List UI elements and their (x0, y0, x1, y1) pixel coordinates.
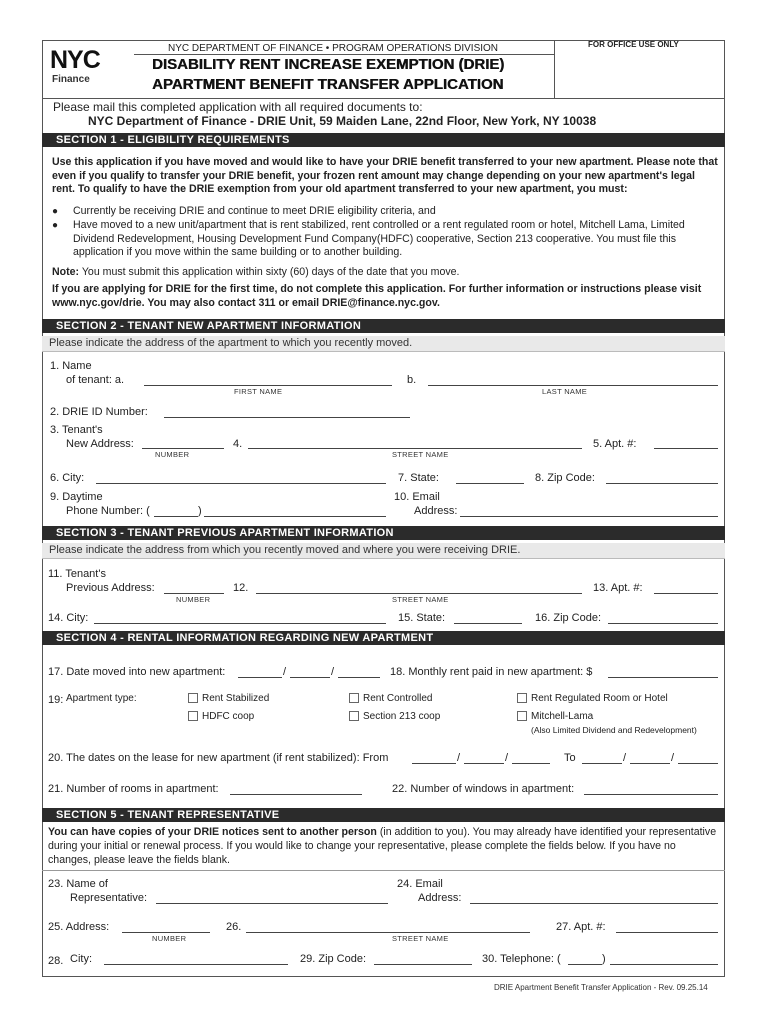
q24-sublabel: Address: (418, 892, 462, 904)
lease-from-month-field[interactable] (412, 763, 456, 764)
note-label: Note: (52, 266, 80, 278)
street-name-caption: STREET NAME (392, 934, 449, 943)
new-apt-field[interactable] (654, 448, 718, 449)
rooms-field[interactable] (230, 794, 362, 795)
rep-phone-field[interactable] (610, 964, 718, 965)
hdfc-coop-checkbox[interactable] (188, 711, 198, 721)
q1-sublabel: of tenant: a. (66, 374, 125, 386)
section2-instruction: Please indicate the address of the apartment to which you recently moved. (49, 337, 413, 349)
form-subtitle: APARTMENT BENEFIT TRANSFER APPLICATION (152, 76, 504, 93)
rep-apt-field[interactable] (616, 932, 718, 933)
mailing-address: NYC Department of Finance - DRIE Unit, 59 Maiden Lane, 22nd Floor, New York, NY 10038 (88, 114, 597, 128)
q3-sublabel: New Address: (66, 438, 134, 450)
q9-sublabel: Phone Number: ( (66, 505, 150, 517)
q9-label: 9. Daytime (50, 491, 103, 503)
representative-name-field[interactable] (156, 903, 388, 904)
prev-city-field[interactable] (94, 623, 386, 624)
q7-label: 7. State: (398, 472, 439, 484)
department-name: NYC DEPARTMENT OF FINANCE • PROGRAM OPERATIONS DIVISION (168, 43, 499, 54)
q10-sublabel: Address: (414, 505, 458, 517)
logo-text: NYC (50, 46, 100, 74)
section1-bullet2: Have moved to a new unit/apartment that is rent stabilized, rent controlled or a rent regulated room or hotel, Mitchell Lama, Limited Dividend Redevelopment, Housing Development Fund Company(HDFC) cooperative, Section 213 cooperative. You must file this application if you move within the same building or to another building. (73, 219, 685, 258)
bullet-icon: ● (52, 206, 59, 217)
q11-label: 11. Tenant's (48, 568, 106, 580)
q27-label: 27. Apt. #: (556, 921, 606, 933)
logo-subtext: Finance (52, 74, 90, 85)
q9-paren: ) (198, 505, 202, 517)
section1-note (52, 266, 720, 280)
q30-label: 30. Telephone: ( (482, 953, 561, 965)
q1-label: 1. Name (50, 360, 92, 372)
section4-header (42, 631, 725, 645)
section4-title: SECTION 4 - RENTAL INFORMATION REGARDING NEW APARTMENT (56, 632, 434, 644)
q28-label: 28. (48, 955, 64, 967)
q19-label: 19: (48, 694, 64, 706)
q1b-label: b. (407, 374, 417, 386)
q17-label: 17. Date moved into new apartment: (48, 666, 226, 678)
area-code-field[interactable] (154, 516, 198, 517)
section2-header (42, 319, 725, 333)
drie-id-field[interactable] (164, 417, 410, 418)
rent-regulated-room-checkbox[interactable] (517, 693, 527, 703)
representative-email-field[interactable] (470, 903, 718, 904)
section1-header (42, 133, 725, 147)
section5-header (42, 808, 725, 822)
q2-label: 2. DRIE ID Number: (50, 406, 148, 418)
q16-label: 16. Zip Code: (535, 612, 602, 624)
new-street-name-field[interactable] (248, 448, 582, 449)
q24-label: 24. Email (397, 878, 443, 890)
email-field[interactable] (460, 516, 718, 517)
first-name-field[interactable] (144, 385, 392, 386)
q6-label: 6. City: (50, 472, 85, 484)
number-caption: NUMBER (176, 595, 211, 604)
last-name-field[interactable] (428, 385, 718, 386)
date-slash: / (283, 666, 287, 678)
street-name-caption: STREET NAME (392, 595, 449, 604)
section1-intro: Use this application if you have moved and would like to have your DRIE benefit transferred to your new apartment. Please note that even if you qualify to transfer your DRIE benefit, your frozen rent amount may change depending on your new apartment's legal rent. To qualify to have the DRIE exemption from your old apartment transferred to your new apartment, you must: (52, 156, 718, 195)
q20-label: 20. The dates on the lease for new apartment (if rent stabilized): From (48, 752, 389, 764)
rent-controlled-label: Rent Controlled (363, 693, 433, 704)
windows-field[interactable] (584, 794, 718, 795)
section1-bullet1: Currently be receiving DRIE and continue to meet DRIE eligibility criteria, and (73, 205, 436, 217)
number-caption: NUMBER (155, 450, 190, 459)
rent-controlled-checkbox[interactable] (349, 693, 359, 703)
mailing-intro: Please mail this completed application with all required documents to: (53, 100, 423, 114)
q11-sublabel: Previous Address: (66, 582, 155, 594)
rep-address-number-field[interactable] (122, 932, 210, 933)
section1-first-time: If you are applying for DRIE for the first time, do not complete this application. For further information or instructions please visit www.nyc.gov/drie. You may also contact 311 or email DRIE@finance.nyc.gov. (52, 283, 702, 309)
rep-area-code-field[interactable] (568, 964, 602, 965)
q15-label: 15. State: (398, 612, 446, 624)
new-city-field[interactable] (96, 483, 386, 484)
q4-label: 4. (233, 438, 243, 450)
prev-zip-field[interactable] (608, 623, 718, 624)
section1-title: SECTION 1 - ELIGIBILITY REQUIREMENTS (56, 134, 290, 146)
q18-label: 18. Monthly rent paid in new apartment: $ (390, 666, 593, 678)
bullet-icon: ● (52, 220, 59, 231)
date-slash: / (457, 752, 461, 764)
lease-to-day-field[interactable] (630, 763, 670, 764)
q13-label: 13. Apt. #: (593, 582, 643, 594)
hdfc-coop-label: HDFC coop (202, 711, 255, 722)
date-slash: / (331, 666, 335, 678)
mitchell-lama-note: (Also Limited Dividend and Redevelopment) (531, 725, 697, 735)
section3-title: SECTION 3 - TENANT PREVIOUS APARTMENT INFORMATION (56, 527, 394, 539)
phone-number-field[interactable] (204, 516, 386, 517)
section5-divider (42, 870, 725, 871)
q30-paren: ) (602, 953, 606, 965)
last-name-caption: LAST NAME (542, 387, 588, 396)
section5-intro-bold: You can have copies of your DRIE notices sent to another person (48, 826, 377, 838)
section3-instruction-bar (42, 543, 725, 559)
section2-instruction-bar (42, 336, 725, 352)
q10-label: 10. Email (394, 491, 440, 503)
section5-title: SECTION 5 - TENANT REPRESENTATIVE (56, 809, 280, 821)
q8-label: 8. Zip Code: (535, 472, 595, 484)
note-text: You must submit this application within sixty (60) days of the date that you move. (79, 266, 460, 278)
q14-label: 14. City: (48, 612, 89, 624)
lease-from-year-field[interactable] (512, 763, 550, 764)
nyc-finance-logo (50, 46, 126, 92)
q26-label: 26. (226, 921, 242, 933)
form-title: DISABILITY RENT INCREASE EXEMPTION (DRIE) (152, 56, 505, 73)
move-year-field[interactable] (338, 677, 380, 678)
section213-coop-label: Section 213 coop (363, 711, 441, 722)
q5-label: 5. Apt. #: (593, 438, 637, 450)
move-day-field[interactable] (290, 677, 330, 678)
q25-label: 25. Address: (48, 921, 110, 933)
footer-revision: DRIE Apartment Benefit Transfer Application - Rev. 09.25.14 (494, 983, 708, 992)
new-state-field[interactable] (456, 483, 524, 484)
q23-sublabel: Representative: (70, 892, 148, 904)
q28-sublabel: City: (70, 953, 92, 965)
lease-to-label: To (564, 752, 576, 764)
section3-header (42, 526, 725, 540)
rep-city-field[interactable] (104, 964, 288, 965)
lease-to-year-field[interactable] (678, 763, 718, 764)
section213-coop-checkbox[interactable] (349, 711, 359, 721)
rent-stabilized-checkbox[interactable] (188, 693, 198, 703)
prev-apt-field[interactable] (654, 593, 718, 594)
q29-label: 29. Zip Code: (300, 953, 367, 965)
q22-label: 22. Number of windows in apartment: (392, 783, 575, 795)
rep-street-name-field[interactable] (246, 932, 530, 933)
q23-label: 23. Name of (48, 878, 108, 890)
date-slash: / (623, 752, 627, 764)
mitchell-lama-label: Mitchell-Lama (531, 711, 594, 722)
prev-state-field[interactable] (454, 623, 522, 624)
section5-intro (48, 825, 720, 867)
q3-label: 3. Tenant's (50, 424, 103, 436)
rep-zip-field[interactable] (374, 964, 472, 965)
monthly-rent-field[interactable] (608, 677, 718, 678)
lease-from-day-field[interactable] (464, 763, 504, 764)
rent-stabilized-label: Rent Stabilized (202, 693, 270, 704)
section5-intro-rest: (in addition to you). You may already have identified your representative during your initial or renewal process. If you would like to change your representative, please complete the fields below. If you have no changes, please leave the fields blank. (48, 826, 717, 866)
q21-label: 21. Number of rooms in apartment: (48, 783, 219, 795)
rent-regulated-room-label: Rent Regulated Room or Hotel (531, 693, 668, 704)
section3-instruction: Please indicate the address from which you recently moved and where you were receiving DRIE. (49, 544, 521, 556)
prev-number-field[interactable] (164, 593, 224, 594)
lease-to-month-field[interactable] (582, 763, 622, 764)
office-use-label: FOR OFFICE USE ONLY (588, 40, 679, 49)
q12-label: 12. (233, 582, 249, 594)
first-name-caption: FIRST NAME (234, 387, 283, 396)
section2-title: SECTION 2 - TENANT NEW APARTMENT INFORMATION (56, 320, 362, 332)
date-slash: / (671, 752, 675, 764)
date-slash: / (505, 752, 509, 764)
mitchell-lama-checkbox[interactable] (517, 711, 527, 721)
new-zip-field[interactable] (606, 483, 718, 484)
apartment-type-label: Apartment type: (66, 693, 137, 704)
street-name-caption: STREET NAME (392, 450, 449, 459)
prev-street-name-field[interactable] (256, 593, 582, 594)
title-divider (134, 54, 554, 55)
move-month-field[interactable] (238, 677, 282, 678)
new-address-number-field[interactable] (142, 448, 224, 449)
number-caption: NUMBER (152, 934, 187, 943)
